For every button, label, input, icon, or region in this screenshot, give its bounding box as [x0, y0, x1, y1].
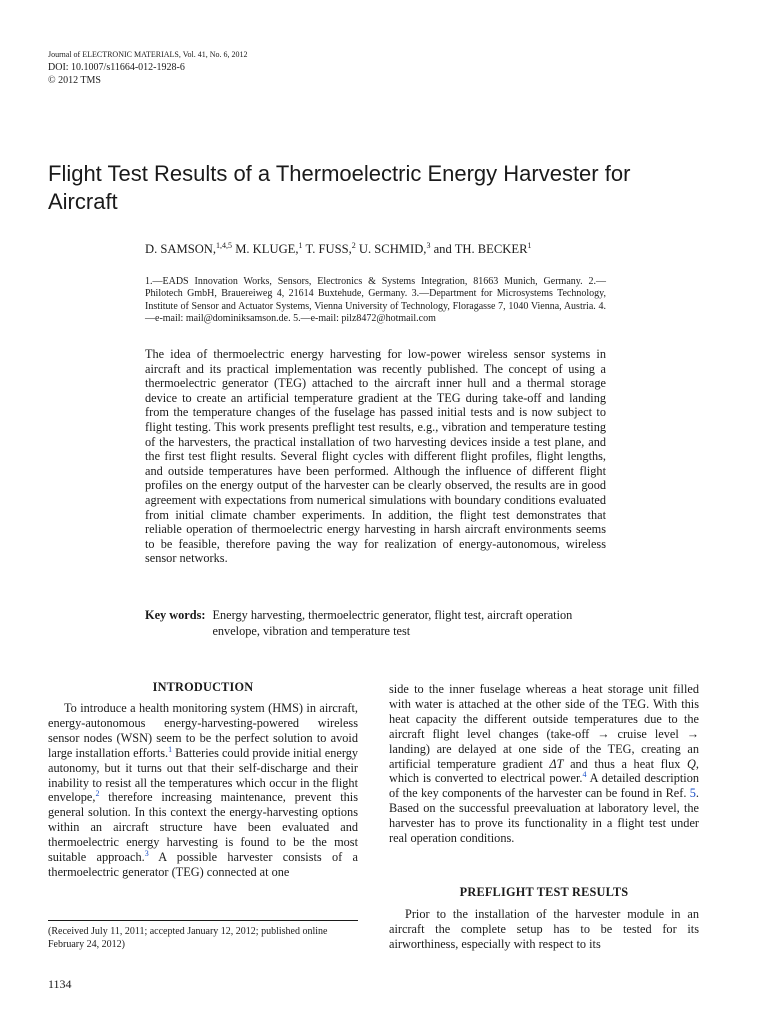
- citation-link[interactable]: 3: [144, 848, 149, 858]
- math-delta-t: ΔT: [549, 756, 564, 771]
- received-footnote: (Received July 11, 2011; accepted January 12, 2012; published online February 24, 2012): [48, 926, 328, 950]
- citation-link[interactable]: 2: [95, 789, 100, 799]
- abstract: The idea of thermoelectric energy harvesting for low-power wireless sensor systems in aircraft and its practical implementation was recently published. The concept of using a thermoelectric generator (TEG) attached to the aircraft inner hull and a thermal storage device to create an artificial temperature gradient at the TEG during take-off and landing from the temperature changes of the fuselage has passed initial tests and is now subject to flight testing. This work presents preflight test results, e.g., vibration and temperature testing of the harvesters, the practical installation of two harvesting devices inside a test plane, and the first test flight results. Several flight cycles with different flight profiles, flight lengths, and outside temperatures have been performed. Although the influence of different flight profiles on the energy output of the harvester can be clearly observed, the results are in good agreement with expectations from numerical simulations with boundary conditions evaluated from initial climate chamber experiments. In addition, the flight test demonstrates that reliable operation of thermoelectric energy harvesting in harsh aircraft environments seems to be feasible, therefore paving the way for realization of energy-autonomous, wireless sensor networks.: [145, 347, 606, 566]
- text-run: , which is converted to electrical power.: [389, 756, 699, 786]
- page-number: 1134: [48, 977, 72, 991]
- copyright: © 2012 TMS: [48, 75, 101, 86]
- author-name: U. SCHMID,: [358, 242, 427, 257]
- author-name: M. KLUGE,: [235, 242, 299, 257]
- text-run: therefore increasing maintenance, prevent this general solution. In this context the energy-harvesting options within an aircraft structure have been evaluated and thermoelectric energy harvesting is found to be the most suitable approach.: [48, 790, 358, 865]
- affiliations: 1.—EADS Innovation Works, Sensors, Electronics & Systems Integration, 81663 Munich, Germany. 2.—Philotech GmbH, Brauereiweg 4, 21614 Buxtehude, Germany. 3.—Department for Microsystems Technology, Institute of Sensor and Actuator Systems, Vienna University of Technology, Floragasse 7, 1040 Vienna, Austria. 4.—e-mail: mail@dominiksamson.de. 5.—e-mail: pilz8472@hotmail.com: [145, 276, 606, 325]
- journal-citation: Journal of ELECTRONIC MATERIALS, Vol. 41, No. 6, 2012: [48, 50, 248, 59]
- author-name: T. FUSS,: [305, 242, 352, 257]
- preflight-paragraph: Prior to the installation of the harvester module in an aircraft the complete setup has to be tested for its airworthiness, especially with respect to its: [389, 907, 699, 951]
- preflight-body: [389, 907, 699, 952]
- text-run: and thus a heat flux: [563, 756, 688, 771]
- reference-link[interactable]: 5: [689, 786, 696, 801]
- section-heading-introduction: INTRODUCTION: [152, 680, 254, 694]
- text-run: Batteries could provide initial energy autonomy, but it turns out that their self-discharge and their inability to resist all the temperatures which occur in the flight envelope,: [48, 745, 359, 805]
- author-affiliation-ref: 2: [351, 241, 356, 250]
- introduction-paragraph: [389, 682, 699, 846]
- author-list: [145, 241, 531, 257]
- introduction-body: [48, 701, 358, 880]
- text-run: To introduce a health monitoring system (HMS) in aircraft, energy-autonomous energy-harvesting-powered wireless sensor nodes (WSN) seem to be the perfect solution to avoid large installation efforts.: [48, 701, 358, 760]
- author-affiliation-ref: 1,4,5: [216, 241, 233, 250]
- keywords: [145, 608, 615, 639]
- text-run: A detailed description of the key components of the harvester can be found in Ref.: [389, 771, 699, 801]
- keywords-label: Key words:: [145, 608, 206, 622]
- author-affiliation-ref: 3: [426, 241, 431, 250]
- doi: DOI: 10.1007/s11664-012-1928-6: [48, 62, 185, 73]
- citation-link[interactable]: 1: [168, 744, 173, 754]
- introduction-paragraph: [48, 701, 358, 880]
- author-name: D. SAMSON,: [145, 242, 217, 257]
- text-run: A possible harvester consists of a thermoelectric generator (TEG) connected at one: [48, 850, 358, 879]
- text-run: side to the inner fuselage whereas a heat storage unit filled with water is attached at the other side of the TEG. With this heat capacity the different outside temperatures due to the aircraft flight level changes (take-off → cruise level → landing) are delayed at one side of the TEG, creating an artificial temperature gradient: [389, 682, 699, 771]
- journal-header: [48, 48, 247, 87]
- author-affiliation-ref: 1: [298, 241, 303, 250]
- citation-link[interactable]: 4: [582, 770, 587, 780]
- text-run: . Based on the successful preevaluation at laboratory level, the harvester has to prove its functionality in a flight test under real operation conditions.: [389, 786, 699, 846]
- keywords-text: Energy harvesting, thermoelectric generator, flight test, aircraft operation envelope, vibration and temperature test: [212, 608, 573, 638]
- introduction-continued: [389, 682, 699, 846]
- section-heading-preflight: PREFLIGHT TEST RESULTS: [459, 885, 629, 899]
- author-name: and TH. BECKER: [433, 242, 528, 257]
- footnote-divider: [48, 920, 358, 921]
- author-affiliation-ref: 1: [527, 241, 532, 250]
- paper-title: Flight Test Results of a Thermoelectric Energy Harvester for Aircraft: [48, 161, 631, 214]
- math-q: Q: [687, 756, 696, 771]
